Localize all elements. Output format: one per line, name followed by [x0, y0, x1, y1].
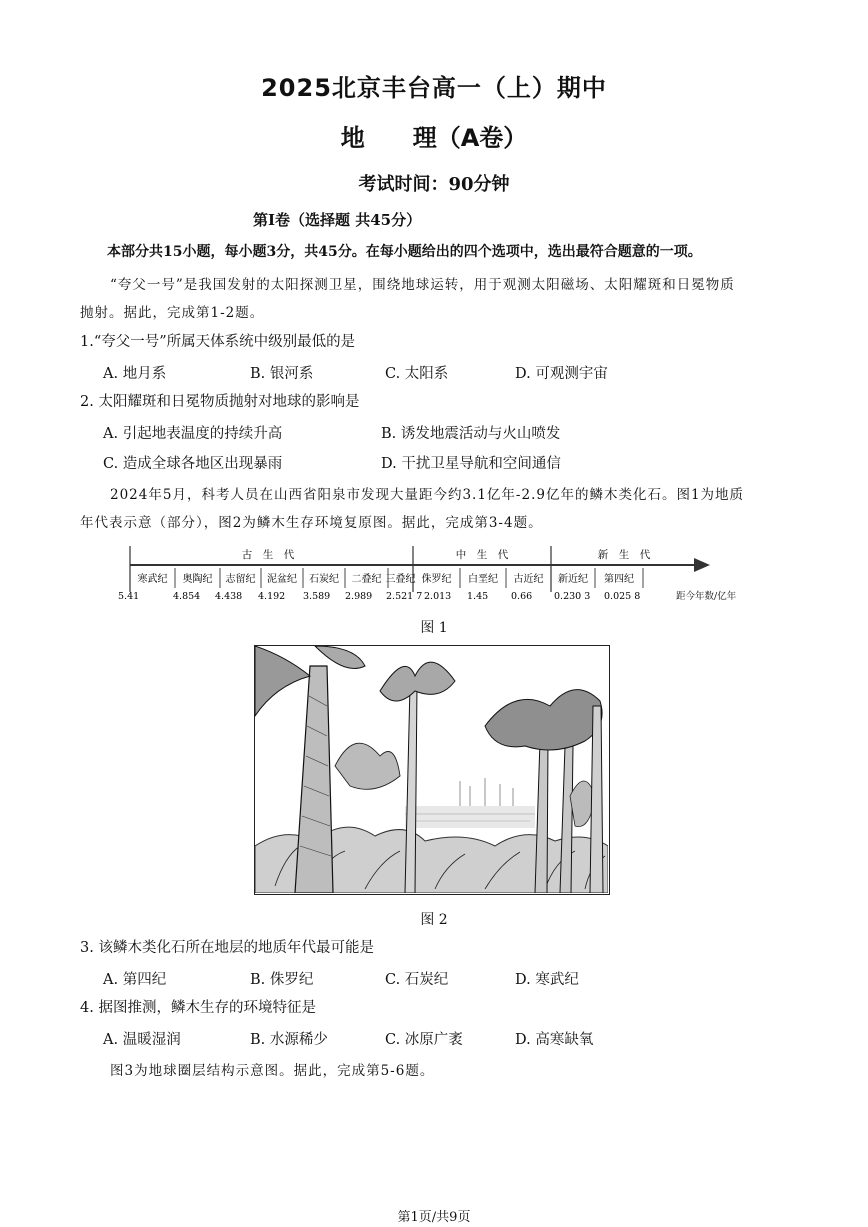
period-label: 古近纪 [513, 574, 544, 585]
era-label: 中 生 代 [455, 549, 509, 561]
tick-label: 2.989 [345, 591, 373, 602]
q4-stem: 4. 据图推测，鳞木生存的环境特征是 [80, 1000, 316, 1016]
q3-option-a[interactable]: A. 第四纪 [103, 972, 167, 988]
q4-option-d[interactable]: D. 高寒缺氧 [515, 1032, 594, 1048]
q4-option-c[interactable]: C. 冰原广袤 [385, 1032, 463, 1048]
era-label: 新 生 代 [597, 549, 651, 561]
section-instructions: 本部分共15小题，每小题3分，共45分。在每小题给出的四个选项中，选出最符合题意的一项。 [107, 244, 702, 260]
exam-title: 2025北京丰台高一（上）期中 [261, 74, 607, 102]
q4-option-b[interactable]: B. 水源稀少 [250, 1032, 328, 1048]
q4-option-a[interactable]: A. 温暖湿润 [103, 1032, 181, 1048]
tick-label: 4.854 [173, 591, 201, 602]
timeline-arrow [694, 558, 710, 572]
q3-option-c[interactable]: C. 石炭纪 [385, 972, 449, 988]
period-label: 泥盆纪 [267, 574, 297, 585]
tick-label: 3.589 [303, 591, 331, 602]
tick-label: 0.025 8 [604, 591, 641, 602]
period-label: 侏罗纪 [421, 574, 452, 585]
page-number: 第1页/共9页 [397, 1210, 471, 1225]
q3-option-d[interactable]: D. 寒武纪 [515, 972, 579, 988]
tick-label: 5.41 [118, 591, 140, 602]
period-label: 第四纪 [604, 574, 634, 585]
q1-option-a[interactable]: A. 地月系 [103, 366, 167, 382]
tick-label: 0.230 3 [554, 591, 591, 602]
lepidodendron-environment-illustration [254, 645, 610, 895]
period-label: 奥陶纪 [182, 574, 213, 585]
q3-stem: 3. 该鳞木类化石所在地层的地质年代最可能是 [80, 940, 374, 956]
intro1-line1: “夸父一号”是我国发射的太阳探测卫星，围绕地球运转，用于观测太阳磁场、太阳耀斑和日冕物质 [110, 277, 735, 293]
q2-option-c[interactable]: C. 造成全球各地区出现暴雨 [103, 456, 283, 472]
intro2-line1: 2024年5月，科考人员在山西省阳泉市发现大量距今约3.1亿年-2.9亿年的鳞木类化石。图1为地质 [110, 487, 745, 503]
section-title: 第Ⅰ卷（选择题 共45分） [253, 211, 422, 229]
intro2-line2: 年代表示意（部分），图2为鳞木生存环境复原图。据此，完成第3-4题。 [80, 515, 543, 531]
q1-option-b[interactable]: B. 银河系 [250, 366, 314, 382]
q2-stem: 2. 太阳耀斑和日冕物质抛射对地球的影响是 [80, 394, 360, 410]
q3-option-b[interactable]: B. 侏罗纪 [250, 972, 314, 988]
q2-option-d[interactable]: D. 干扰卫星导航和空间通信 [381, 456, 561, 472]
subject-title: 地 理（A卷） [340, 124, 528, 152]
q1-stem: 1.“夸父一号”所属天体系统中级别最低的是 [80, 334, 356, 350]
q1-option-c[interactable]: C. 太阳系 [385, 366, 449, 382]
figure2-caption: 图 2 [420, 912, 448, 928]
period-label: 寒武纪 [137, 574, 168, 585]
period-label: 三叠纪 [385, 574, 416, 585]
period-label: 志留纪 [225, 574, 256, 585]
tick-label: 1.45 [467, 591, 489, 602]
period-label: 白垩纪 [468, 574, 498, 585]
tick-label: 0.66 [511, 591, 533, 602]
q1-option-d[interactable]: D. 可观测宇宙 [515, 366, 608, 382]
q2-option-a[interactable]: A. 引起地表温度的持续升高 [103, 426, 283, 442]
geologic-timeline-figure [118, 544, 758, 604]
figure1-caption: 图 1 [420, 620, 448, 636]
tick-label: 4.192 [258, 591, 286, 602]
intro1-line2: 抛射。据此，完成第1-2题。 [80, 305, 265, 321]
period-label: 二叠纪 [351, 574, 382, 585]
intro3: 图3为地球圈层结构示意图。据此，完成第5-6题。 [110, 1063, 435, 1079]
timeline-unit-label: 距今年数/亿年 [676, 591, 737, 602]
tick-label: 2.521 7 [386, 591, 423, 602]
era-label: 古 生 代 [241, 549, 295, 561]
q2-option-b[interactable]: B. 诱发地震活动与火山喷发 [381, 426, 561, 442]
period-label: 新近纪 [558, 574, 588, 585]
tick-label: 4.438 [215, 591, 243, 602]
tick-label: 2.013 [424, 591, 452, 602]
exam-time: 考试时间：90分钟 [358, 174, 510, 195]
period-label: 石炭纪 [309, 574, 339, 585]
